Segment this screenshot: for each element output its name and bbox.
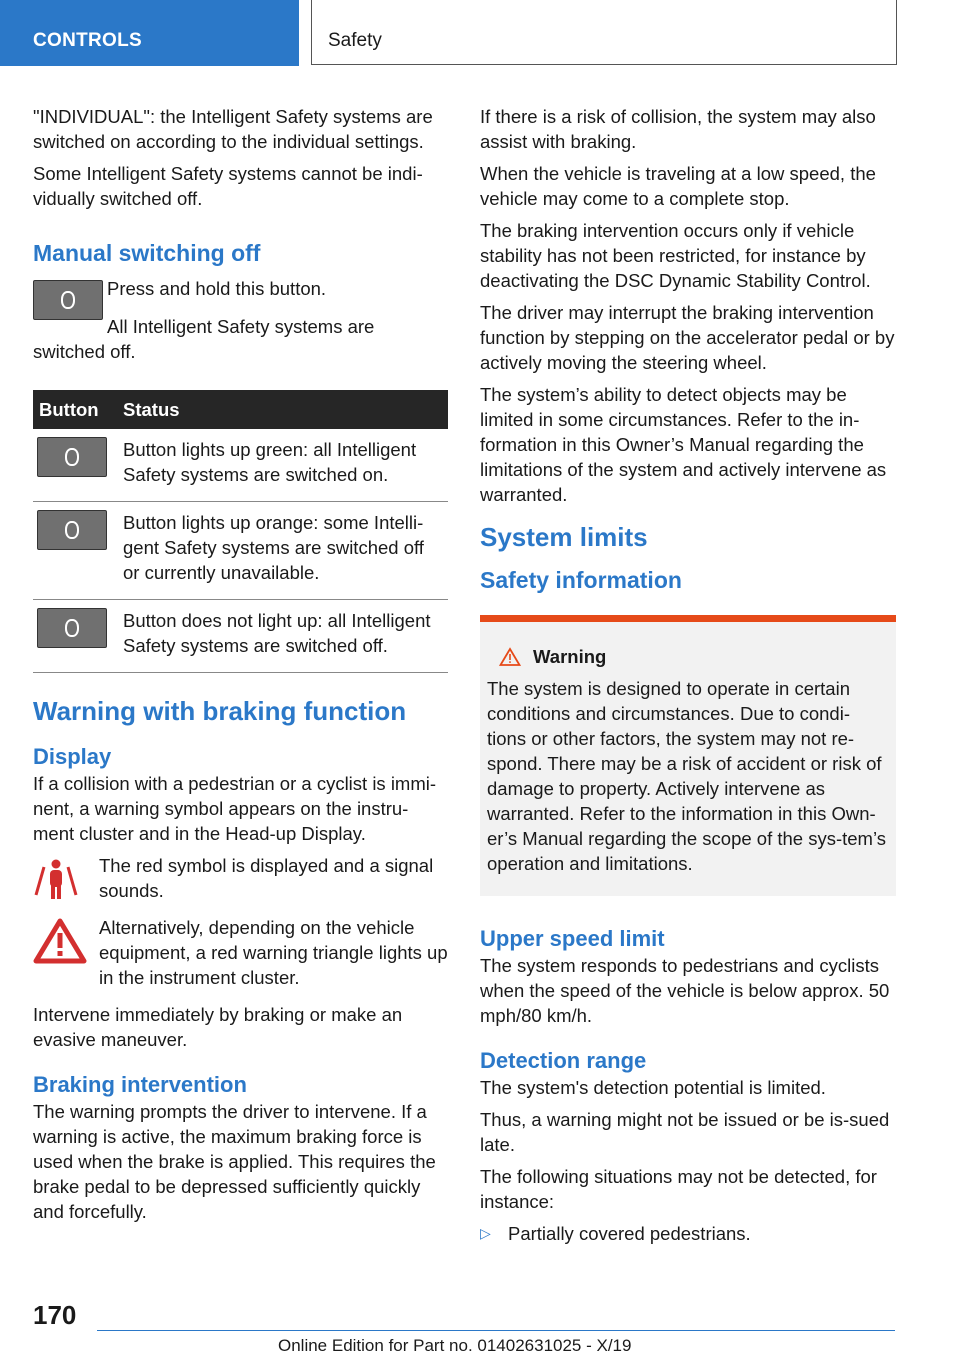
left-column [33,104,448,1231]
section-tab [0,0,299,66]
manual-result: All Intelligent Safety systems are switched off. [33,316,375,362]
section-label: CONTROLS [33,30,143,51]
warning-braking-heading: Warning with braking function [33,696,407,726]
status-cell: Button lights up green: all Intelligent Safety systems are switched on. [117,429,448,502]
list-item [480,1221,896,1246]
pedestrian-warning-icon [33,855,79,905]
safety-button-icon [37,510,107,550]
upper-speed-paragraph: The system responds to pedestrians and cyclists when the speed of the vehicle is below approx. 50 mph/80 km/h. [480,955,890,1026]
intervene-paragraph: Intervene immediately by braking or make an evasive maneuver. [33,1004,403,1050]
display-heading: Display [33,744,112,769]
symbol-2-text: Alternatively, depending on the vehicle equipment, a red warning triangle lights up in the instrument cluster. [99,917,448,988]
detection-range-heading: Detection range [480,1048,647,1073]
manual-instruction: Press and hold this button. [107,278,327,299]
right-paragraph-3: The braking intervention occurs only if vehicle stability has not been restricted, for instance by deactivating the DSC Dynamic Stability Control. [480,220,871,291]
table-header-button: Button [33,390,117,429]
warning-header [487,644,888,669]
table-row [33,600,448,673]
table-row [33,502,448,600]
triangle-bullet-icon: ▷ [480,1225,491,1241]
safety-button-icon [37,437,107,477]
right-paragraph-1: If there is a risk of collision, the system may also assist with braking. [480,106,876,152]
braking-intervention-heading: Braking intervention [33,1072,247,1097]
pedestrian-symbol-row [33,853,448,903]
safety-button-icon [37,608,107,648]
detection-paragraph-3: The following situations may not be detected, for instance: [480,1166,877,1212]
table-header-status: Status [117,390,448,429]
detection-paragraph-1: The system's detection potential is limited. [480,1077,826,1098]
edition-note: Online Edition for Part no. 01402631025 - X/19 [278,1336,632,1355]
button-status-table [33,390,448,673]
safety-button-icon [33,280,103,320]
symbol-1-text: The red symbol is displayed and a signal sounds. [99,855,434,901]
topic-tab [311,0,897,65]
safety-information-heading: Safety information [480,567,682,593]
right-paragraph-2: When the vehicle is traveling at a low speed, the vehicle may come to a complete stop. [480,163,876,209]
braking-paragraph: The warning prompts the driver to intervene. If a warning is active, the maximum braking force is used when the brake is applied. This requires the brake pedal to be depressed sufficiently quickly and forcefully. [33,1101,436,1222]
warning-box [480,615,896,896]
system-limits-heading: System limits [480,522,648,552]
detection-paragraph-2: Thus, a warning might not be issued or be is‐sued late. [480,1109,890,1155]
table-row [33,429,448,502]
upper-speed-heading: Upper speed limit [480,926,665,951]
status-cell: Button lights up orange: some Intelli‐gent Safety systems are switched off or currently unavailable. [117,502,448,600]
warning-triangle-icon [33,917,87,965]
manual-switching-heading: Manual switching off [33,240,261,266]
warning-triangle-icon [499,647,521,667]
warning-title: Warning [533,646,607,667]
right-paragraph-5: The system’s ability to detect objects may be limited in some circumstances. Refer to the in‐formation in this Owner’s Manual regarding the limitations of the system and actively intervene as warranted. [480,384,887,505]
intro-paragraph-1: "INDIVIDUAL": the Intelligent Safety systems are switched on according to the individual settings. [33,106,433,152]
intro-paragraph-2: Some Intelligent Safety systems cannot be indi‐vidually switched off. [33,163,423,209]
right-paragraph-4: The driver may interrupt the braking intervention function by stepping on the accelerator pedal or by actively moving the steering wheel. [480,302,895,373]
footer-divider [97,1330,895,1331]
status-cell: Button does not light up: all Intelligent Safety systems are switched off. [117,600,448,673]
warning-text: The system is designed to operate in certain conditions and circumstances. Due to condi‐tions or other factors, the system may not re‐spond. There may be a risk of accident or risk of damage to property. Actively intervene as warranted. Refer to the information in this Own‐er’s Manual regarding the scope of the sys‐tem’s operation and limitations. [487,678,886,874]
display-paragraph: If a collision with a pedestrian or a cyclist is immi‐nent, a warning symbol appears on the instru‐ment cluster and in the Head-up Display. [33,773,437,844]
right-column [480,104,896,1246]
manual-switch-row [33,276,448,316]
page-header [0,0,960,66]
page-number: 170 [33,1300,77,1330]
bullet-text: Partially covered pedestrians. [508,1223,751,1244]
triangle-symbol-row [33,915,448,990]
topic-label: Safety [328,30,382,51]
